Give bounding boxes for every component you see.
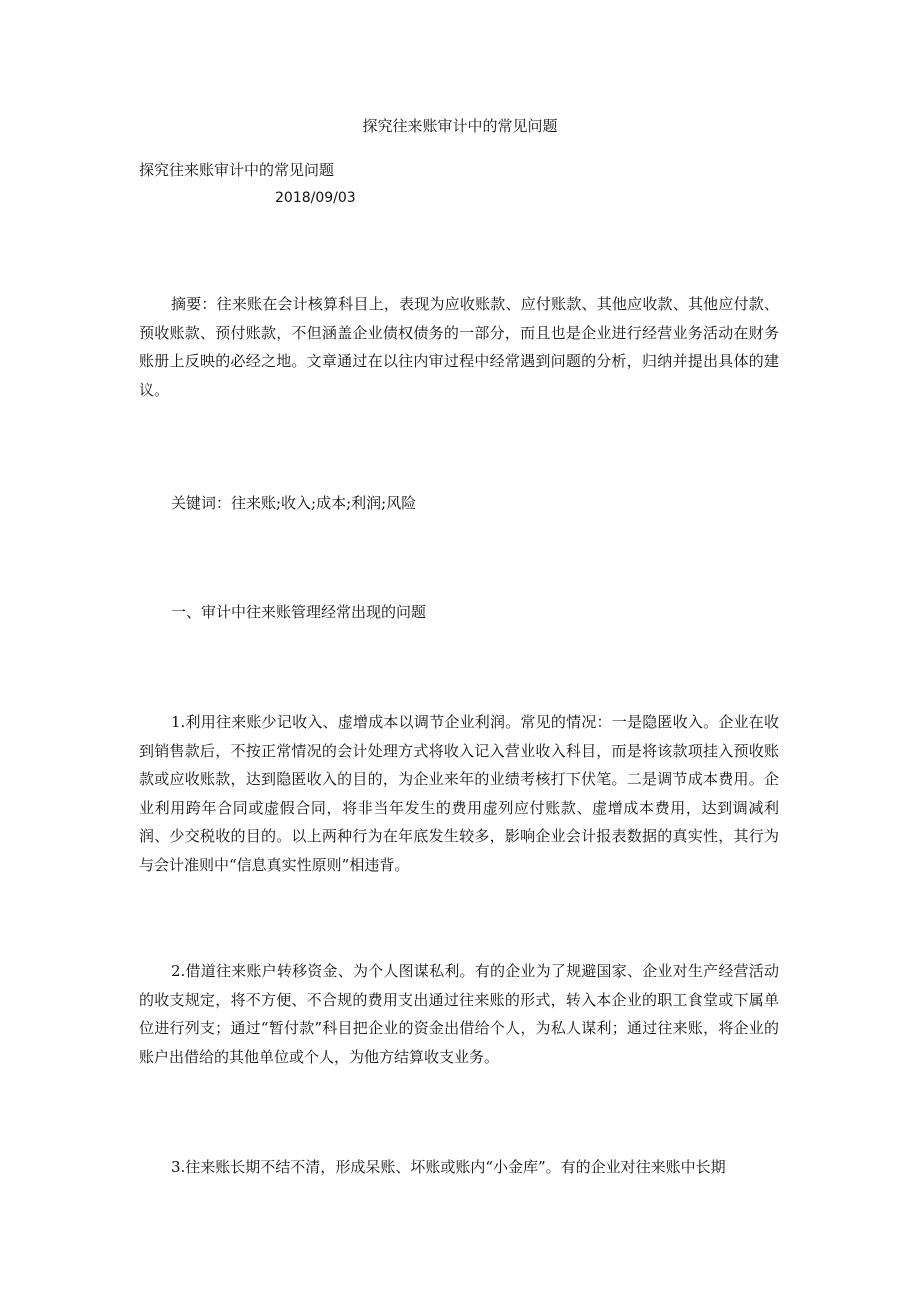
publish-date: 2018/09/03 (275, 190, 356, 206)
article-subtitle: 探究往来账审计中的常见问题 (139, 161, 335, 179)
item-2-paragraph: 2.借道往来账户转移资金、为个人图谋私利。有的企业为了规避国家、企业对生产经营活动的收支规定，将不方便、不合规的费用支出通过往来账的形式，转入本企业的职工食堂或下属单位进行列支；通过“暂付款”科目把企业的资金出借给个人，为私人谋利；通过往来账，将企业的账户出借给的其他单位或个人，为他方结算收支业务。 (139, 962, 779, 1066)
item-1-paragraph: 1.利用往来账少记收入、虚增成本以调节企业利润。常见的情况：一是隐匿收入。企业在收到销售款后，不按正常情况的会计处理方式将收入记入营业收入科目，而是将该款项挂入预收账款或应收账款，达到隐匿收入的目的，为企业来年的业绩考核打下伏笔。二是调节成本费用。企业利用跨年合同或虚假合同，将非当年发生的费用虚列应付账款、虚增成本费用，达到调减利润、少交税收的目的。以上两种行为在年底发生较多，影响企业会计报表数据的真实性，其行为与会计准则中“信息真实性原则”相违背。 (139, 713, 779, 874)
item-3-paragraph: 3.往来账长期不结不清，形成呆账、坏账或账内“小金库”。有的企业对往来账中长期 (171, 1158, 726, 1176)
keywords-paragraph: 关键词：往来账;收入;成本;利润;风险 (171, 494, 417, 512)
section-heading-1: 一、审计中往来账管理经常出现的问题 (171, 603, 427, 621)
abstract-paragraph: 摘要：往来账在会计核算科目上，表现为应收账款、应付账款、其他应收款、其他应付款、预收账款、预付账款，不但涵盖企业债权债务的一部分，而且也是企业进行经营业务活动在财务账册上反映的必经之地。文章通过在以往内审过程中经常遇到问题的分析，归纳并提出具体的建议。 (139, 295, 779, 399)
page-title: 探究往来账审计中的常见问题 (362, 117, 558, 135)
